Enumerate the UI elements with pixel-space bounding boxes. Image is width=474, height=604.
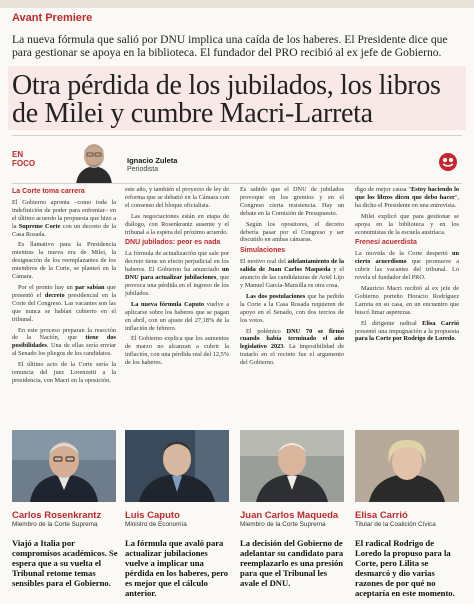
paragraph: digo de mejor causa "Estoy haciendo lo que los libros dicen que debo hacer", ha dicho el Presidente en una entrevista. (355, 186, 459, 209)
person-role: Ministro de Economía (125, 521, 187, 528)
en-foco-label: EN FOCO (12, 150, 36, 168)
paragraph: La nueva fórmula Caputo vuelve a aplicarse sobre los haberes que se pagan en abril, con un ajuste del 27,18% de la inflación de febrero. (125, 300, 229, 332)
person-name: Luis Caputo (125, 510, 180, 521)
paragraph: El Gobierno explica que los aumentos de marzo no alcanzan a cubrir la inflación, con una pérdida real del 12,5% de los haberes. (125, 335, 229, 367)
paragraph: El polémico DNU 70 se firmó cuando había terminado el año legislativo 2023. La imposibilidad de tratarlo en el recinto fue el argumento del Gobierno. (240, 327, 344, 367)
person-quote: Viajó a Italia por compromisos académicos. Se espera que a su vuelta el Tribunal retome temas sensibles para el Gobierno. (12, 538, 118, 588)
person-quote: El radical Rodrigo de Loredo la propuso para la Corte, pero Lilita se desmarcó y dio varias razones de por qué no aceptaría en este momento. (355, 538, 455, 598)
author-name: Ignacio Zuleta (127, 156, 178, 165)
photo-elisa-carrio (355, 430, 459, 502)
newspaper-logo-icon (438, 152, 458, 172)
person-quote: La decisión del Gobierno de adelantar su candidato para reemplazarlo es una presión para que el Tribunal les avale el DNU. (240, 538, 344, 588)
column-subtitle: La Corte toma carrera (12, 188, 85, 195)
section-tag: Avant Premiere (12, 12, 93, 24)
photo-carlos-rosenkrantz (12, 430, 116, 502)
person-role: Miembro de la Corte Suprema (240, 521, 326, 528)
person-role: Miembro de la Corte Suprema (12, 521, 98, 528)
article-column-4 (355, 186, 459, 426)
photo-luis-caputo (125, 430, 229, 502)
divider (12, 183, 462, 184)
person-name: Elisa Carrió (355, 510, 408, 521)
author-photo (66, 138, 122, 184)
paragraph: Es llamativo para la Presidencia mientras la nueva era de Milei, la designación de los reemplazantes de los miembros de la Corte, se planteó en la Cámara. (12, 241, 116, 281)
column-subtitle: DNU jubilados: peor es nada (125, 239, 221, 247)
article-column-3 (240, 186, 344, 426)
paragraph: El dirigente radical Elisa Carrió presentó una impugnación a la propuesta para la Corte por Rodrigo de Loredo. (355, 319, 459, 343)
headline: Otra pérdida de los jubilados, los libros de Milei y cumbre Macri-Larreta (12, 70, 441, 129)
paragraph: El Gobierno apronta –como toda la indefinición de poder para enfrentar– en el último acuerdo la propuesta que hizo a la Supreme Corte con un decreto de la Casa Rosada. (12, 198, 116, 238)
paragraph: El último acto de la Corte sería la renuncia del juez Lorenzetti a la presidencia, con Macri en la oposición. (12, 361, 116, 384)
person-name: Juan Carlos Maqueda (240, 510, 339, 521)
paragraph: Las dos postulaciones que ha pedido la Corte a la Casa Rosada requieren de apoyo en el Senado, con dos tercios de los votos. (240, 292, 344, 324)
article-column-1 (12, 186, 116, 426)
column-subtitle: Simulaciones (240, 247, 286, 255)
paragraph: Según los opositores, el decreto debería pasar por el Congreso y ser discutido en ambas cámaras. (240, 220, 344, 244)
person-role: Titular de la Coalición Cívica (355, 521, 436, 528)
paragraph: En este proceso preparan la reacción de la Nación, que tiene dos posibilidades. Una de ellas sería enviar al Senado los pliegos de los candidatos. (12, 326, 116, 358)
article-column-2 (125, 186, 229, 426)
paragraph: Por el pronto hay un par sabían que presentó el decreto presidencial en la Corte del Congreso. Las vacantes son las que nunca se habían cubierto en el tribunal. (12, 283, 116, 323)
paragraph: este año, y también el proyecto de ley de reforma que se debatió en la Cámara con el consenso del bloque oficialista. (125, 186, 229, 209)
paragraph: La fórmula de actualización que sale por decreto tiene un efecto perjudicial en los haberes. El Gobierno ha anunciado un DNU para actualizar jubilaciones, que provoca una pérdida en el ingreso de los jubilados. (125, 250, 229, 297)
paragraph: Las negociaciones están en etapa de diálogo, con Rosenkrantz ausente y el tribunal a la espera del próximo acuerdo. (125, 212, 229, 236)
lead-paragraph: La nueva fórmula que salió por DNU implica una caída de los haberes. El Presidente dice que para gestionar se apoya en la biblioteca. El fundador del PRO recibió al ex jefe de Gobierno. (12, 33, 448, 59)
person-quote: La fórmula que avaló para actualizar jubilaciones vuelve a implicar una pérdida en los haberes, pero es mejor que el cálculo anterior. (125, 538, 229, 598)
author-role: Periodista (127, 166, 159, 173)
column-subtitle: Frenesí acuerdista (355, 239, 417, 247)
divider (12, 135, 462, 136)
paragraph: Mauricio Macri recibió al ex jefe de Gobierno porteño Horacio Rodríguez Larreta en su casa, en un encuentro que buscó limar asperezas. (355, 284, 459, 316)
paragraph: La movida de la Corte despertó un cierto acuerdismo que promueve a cubrir las vacantes del tribunal. Lo revela el fundador del PRO. (355, 250, 459, 282)
paragraph: Es sabido que el DNU de jubilados provoque en los gremios y en el Congreso cierta resistencia. Hay un debate en la Comisión de Presupuesto. (240, 186, 344, 217)
paragraph: El motivo real del adelantamiento de la salida de Juan Carlos Maqueda y el anuncio de las candidaturas de Ariel Lijo y Manuel García-Mansilla es otra cosa. (240, 258, 344, 289)
person-name: Carlos Rosenkrantz (12, 510, 102, 521)
paragraph: Milei explicó que para gestionar se apoya en la biblioteca y en los economistas de la escuela austríaca. (355, 212, 459, 236)
photo-juan-carlos-maqueda (240, 430, 344, 502)
top-band (0, 0, 474, 8)
